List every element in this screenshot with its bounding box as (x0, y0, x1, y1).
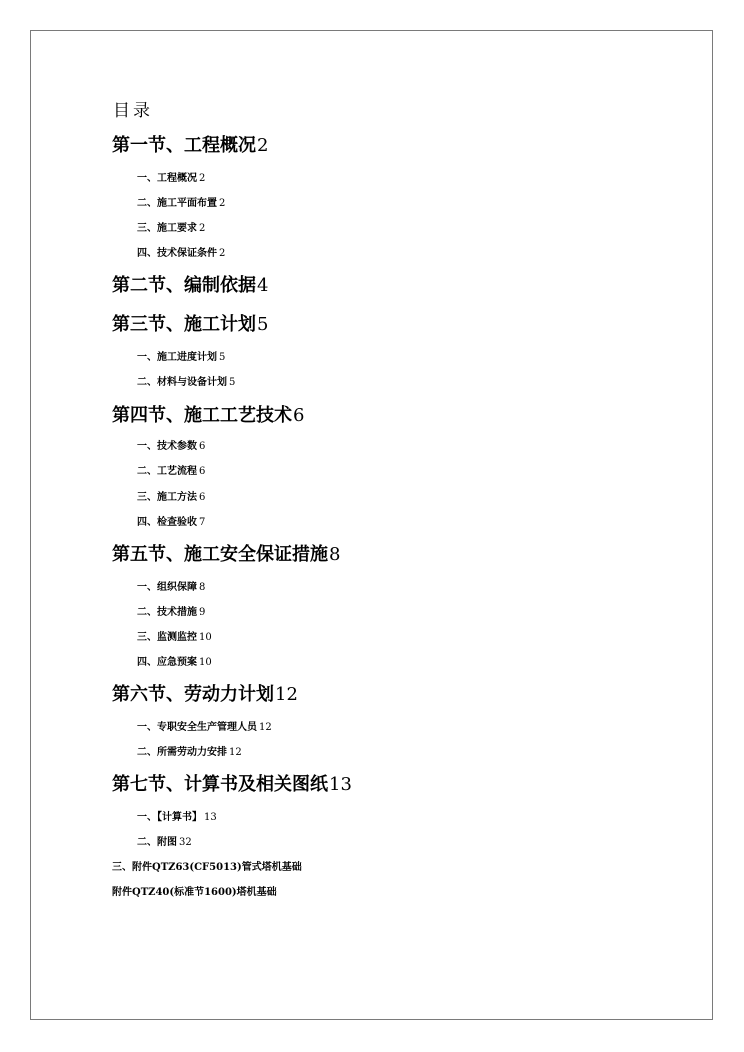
item-page: 2 (219, 198, 226, 209)
item-page: 2 (199, 223, 206, 234)
item-title: 一、技术参数 (137, 441, 197, 452)
toc-item[interactable] (137, 836, 192, 850)
item-page: 2 (199, 173, 206, 184)
item-page: 10 (199, 632, 212, 643)
section-page: 13 (329, 774, 352, 795)
item-page: 13 (204, 812, 217, 823)
toc-section-7[interactable] (112, 774, 352, 796)
toc-item[interactable] (137, 440, 205, 454)
item-title: 一、专职安全生产管理人员 (137, 722, 257, 733)
section-page: 6 (293, 405, 305, 426)
toc-item[interactable] (137, 222, 205, 236)
toc-item[interactable] (137, 247, 225, 261)
item-title: 四、技术保证条件 (137, 248, 217, 259)
item-page: 8 (199, 582, 206, 593)
toc-item[interactable] (137, 172, 205, 186)
item-title: 一、工程概况 (137, 173, 197, 184)
toc-item[interactable] (137, 581, 205, 595)
toc-item[interactable] (137, 631, 212, 645)
item-title: 三、监测监控 (137, 632, 197, 643)
item-page: 5 (219, 352, 226, 363)
section-page: 4 (257, 275, 269, 296)
toc-item[interactable] (137, 465, 205, 479)
toc-trailing-item[interactable]: 附件QTZ40(标准节1600)塔机基础 (112, 887, 277, 898)
item-page: 10 (199, 657, 212, 668)
section-title: 第一节、工程概况 (112, 135, 256, 156)
section-title: 第四节、施工工艺技术 (112, 405, 292, 426)
item-title: 四、应急预案 (137, 657, 197, 668)
toc-item[interactable] (137, 491, 205, 505)
toc-section-3[interactable] (112, 314, 268, 336)
item-title: 四、检查验收 (137, 517, 197, 528)
item-page: 7 (199, 517, 206, 528)
toc-section-4[interactable] (112, 405, 304, 427)
section-page: 2 (257, 135, 269, 156)
section-title: 第七节、计算书及相关图纸 (112, 774, 328, 795)
item-page: 12 (229, 747, 242, 758)
item-page: 9 (199, 607, 206, 618)
item-page: 6 (199, 441, 206, 452)
section-title: 第三节、施工计划 (112, 314, 256, 335)
item-title: 二、工艺流程 (137, 466, 197, 477)
toc-item[interactable] (137, 376, 235, 390)
section-page: 12 (275, 684, 298, 705)
item-page: 2 (219, 248, 226, 259)
toc-section-1[interactable] (112, 135, 268, 157)
item-title: 一、【计算书】 (137, 812, 202, 823)
item-page: 12 (259, 722, 272, 733)
item-page: 6 (199, 466, 206, 477)
item-title: 二、技术措施 (137, 607, 197, 618)
toc-item[interactable] (137, 811, 217, 825)
toc-heading: 目录 (113, 101, 153, 121)
item-title: 二、施工平面布置 (137, 198, 217, 209)
item-title: 二、所需劳动力安排 (137, 747, 227, 758)
item-page: 6 (199, 492, 206, 503)
toc-trailing-item[interactable]: 三、附件QTZ63(CF5013)管式塔机基础 (112, 862, 302, 873)
item-title: 二、附图 (137, 837, 177, 848)
toc-section-5[interactable] (112, 544, 340, 566)
item-title: 一、组织保障 (137, 582, 197, 593)
toc-item[interactable] (137, 746, 242, 760)
section-title: 第五节、施工安全保证措施 (112, 544, 328, 565)
item-page: 32 (179, 837, 192, 848)
toc-section-2[interactable] (112, 275, 268, 297)
item-title: 二、材料与设备计划 (137, 377, 227, 388)
section-page: 8 (329, 544, 341, 565)
item-title: 一、施工进度计划 (137, 352, 217, 363)
section-title: 第六节、劳动力计划 (112, 684, 274, 705)
toc-item[interactable] (137, 721, 272, 735)
section-page: 5 (257, 314, 269, 335)
toc-item[interactable] (137, 197, 225, 211)
item-title: 三、施工要求 (137, 223, 197, 234)
toc-item[interactable] (137, 656, 212, 670)
item-title: 三、施工方法 (137, 492, 197, 503)
toc-item[interactable] (137, 606, 205, 620)
toc-section-6[interactable] (112, 684, 298, 706)
toc-item[interactable] (137, 351, 225, 365)
item-page: 5 (229, 377, 236, 388)
toc-item[interactable] (137, 516, 205, 530)
section-title: 第二节、编制依据 (112, 275, 256, 296)
